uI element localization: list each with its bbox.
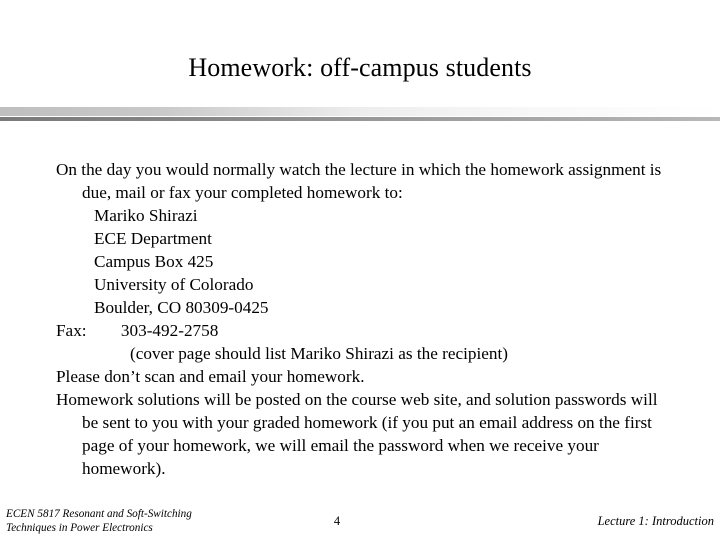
page-title: Homework: off-campus students [188,53,532,82]
body-line: Mariko Shirazi [94,206,198,225]
footer-course-title [6,508,306,535]
divider-light-band [0,107,720,116]
body-line: Campus Box 425 [94,252,214,271]
body-line: ECE Department [94,229,212,248]
body-line: (cover page should list Mariko Shirazi as the recipient) [130,344,509,363]
body-line: Homework solutions will be posted on the course web site, and solution passwords will be sent to you with your graded homework (if you put an email address on the first page of your homework, we will email the password when we receive your homework). [56,390,658,478]
divider-dark-band [0,117,720,121]
footer-lecture-label: Lecture 1: Introduction [597,514,714,528]
body-line: University of Colorado [94,275,254,294]
body-line: Please don’t scan and email your homework. [56,367,365,386]
body-line: On the day you would normally watch the lecture in which the homework assignment is due, mail or fax your completed homework to: [56,160,662,202]
footer-course-line-1: ECEN 5817 Resonant and Soft-Switching [6,508,192,520]
title-divider [0,107,720,121]
footer-course-line-2: Techniques in Power Electronics [6,521,153,534]
slide-footer [0,505,720,540]
slide-body [56,158,676,480]
footer-page-number: 4 [333,514,341,528]
body-line: Fax: 303-492-2758 [56,321,219,340]
body-line: Boulder, CO 80309-0425 [94,298,269,317]
